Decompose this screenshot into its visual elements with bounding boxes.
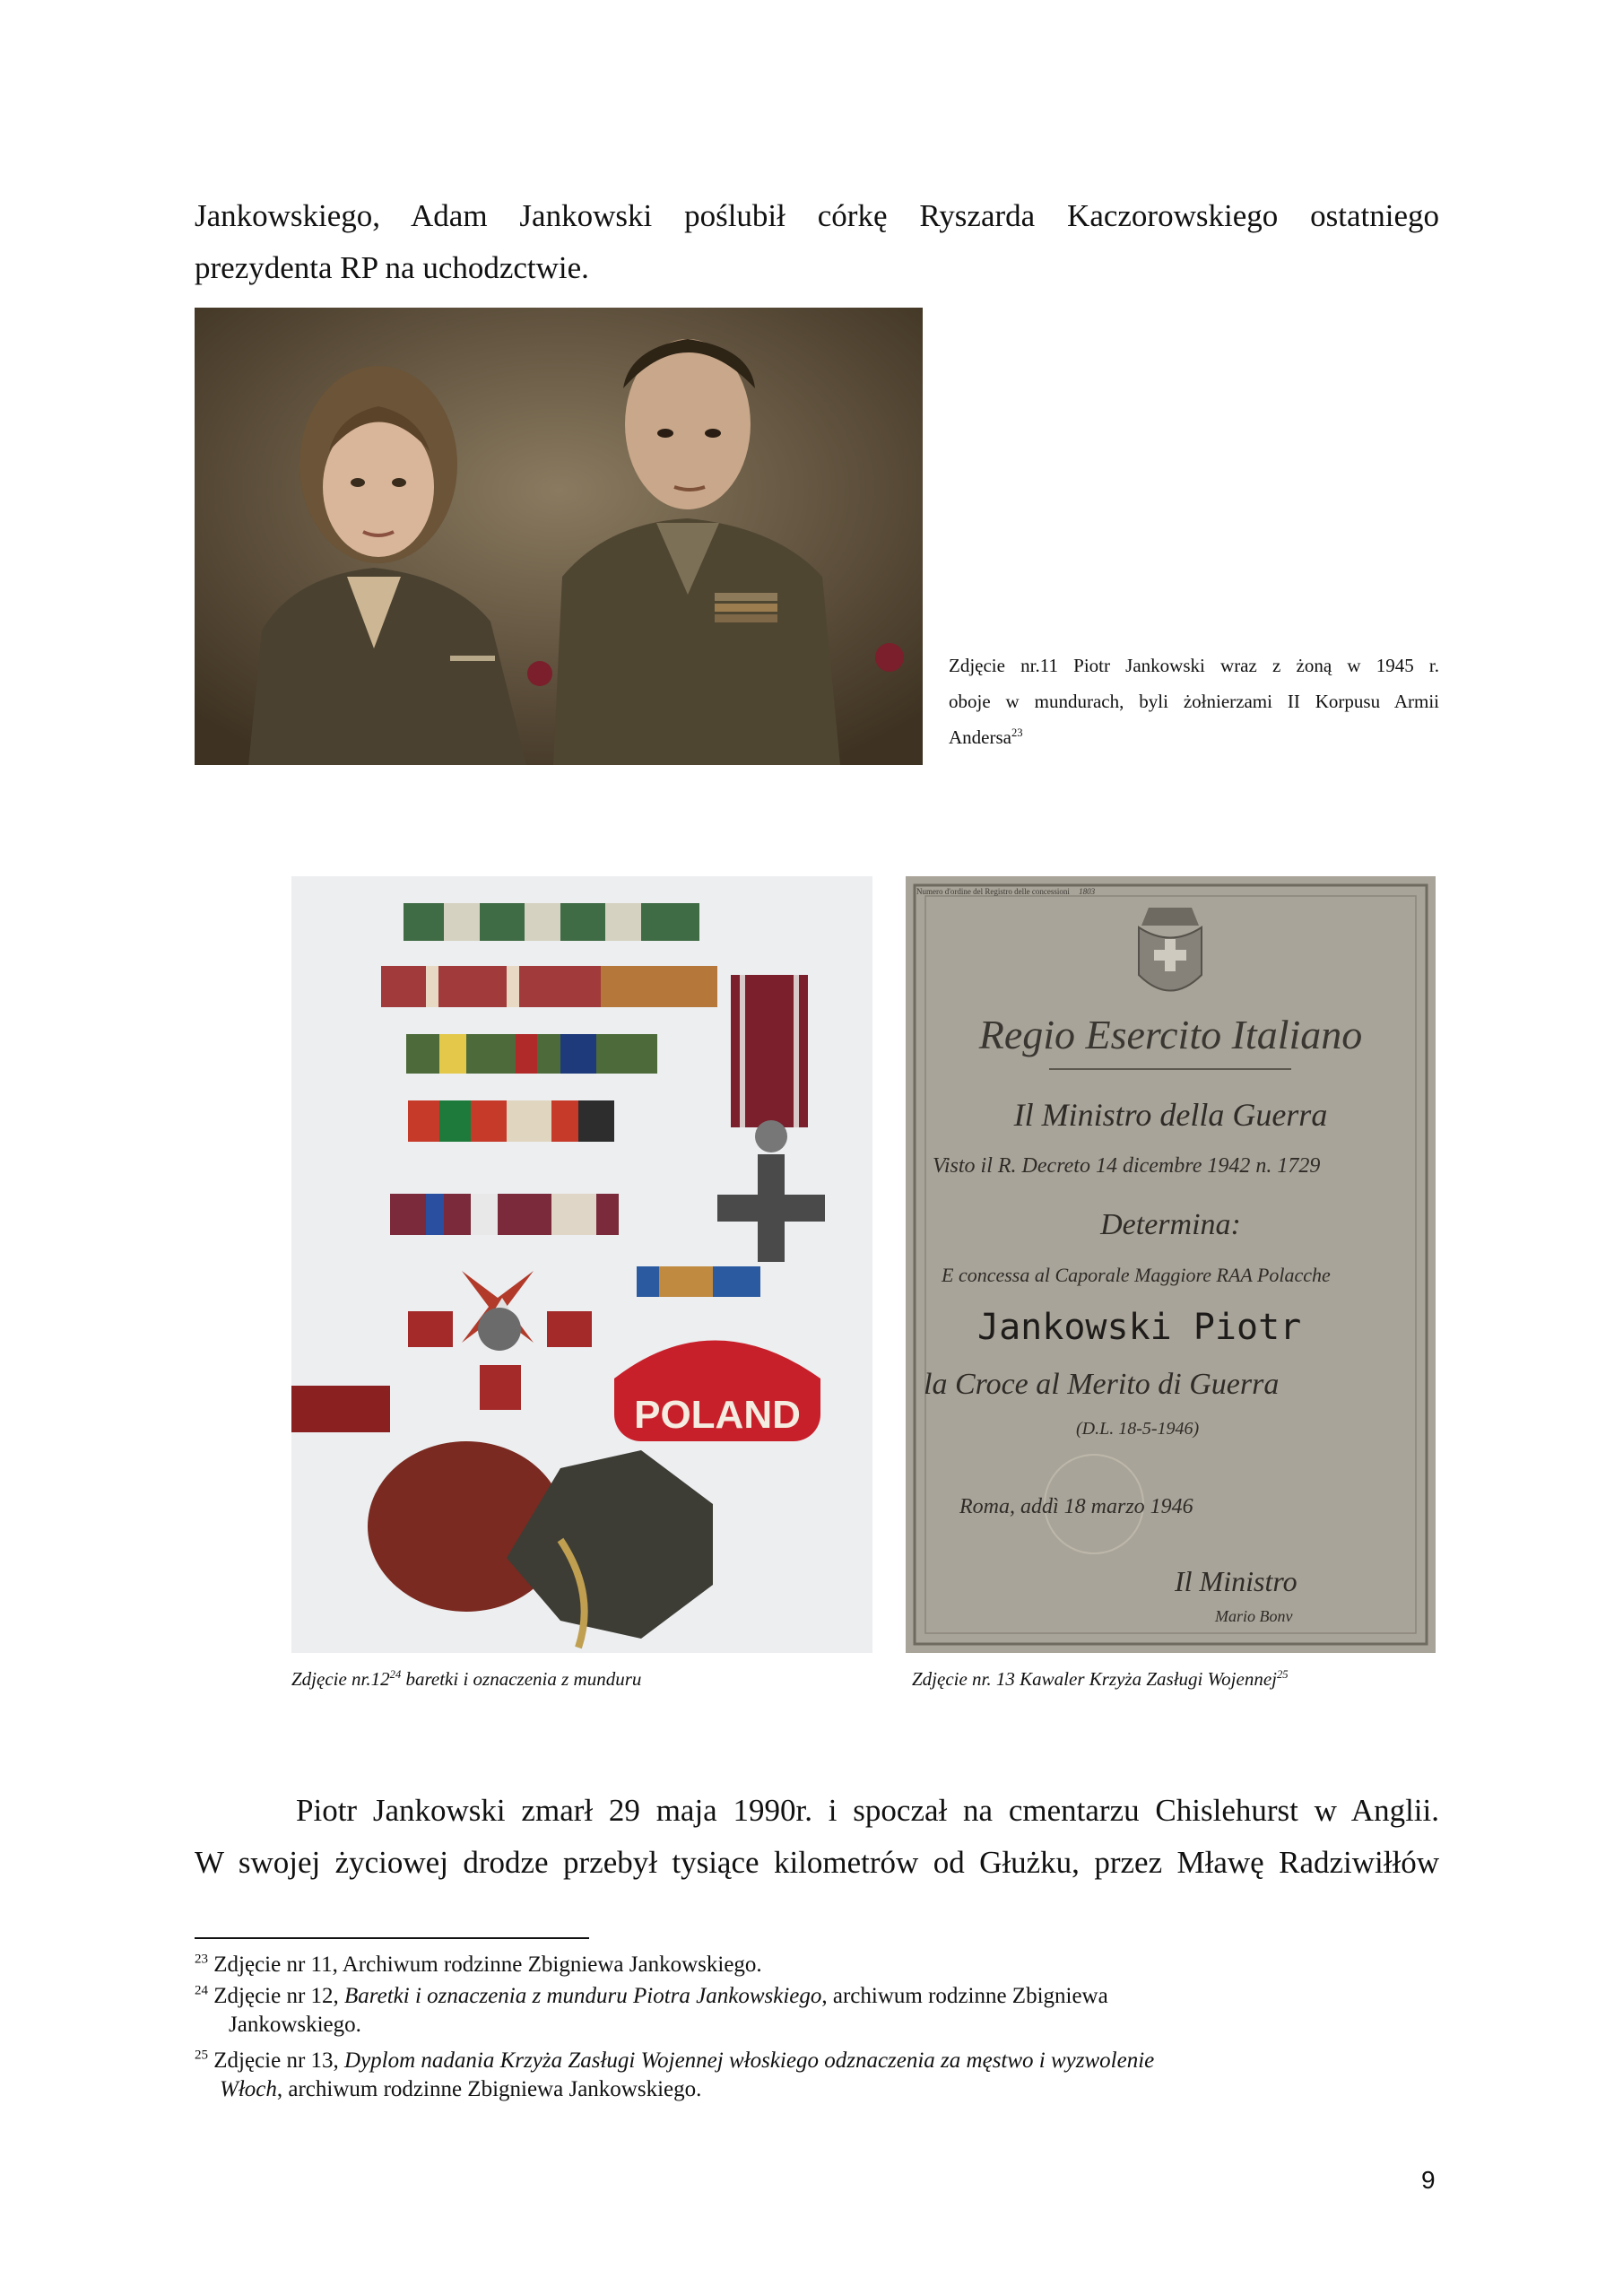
footnote-ref-24: 24 [389, 1668, 402, 1681]
footnote-24-number: 24 [195, 1983, 208, 1998]
footnote-24-italic: Baretki i oznaczenia z munduru Piotra Jankowskiego [344, 1984, 822, 2008]
footnote-ref-25: 25 [1277, 1668, 1289, 1681]
certificate-header-small [916, 887, 1095, 896]
footnote-23-text: Zdjęcie nr 11, Archiwum rodzinne Zbigniewa Jankowskiego. [213, 1952, 762, 1977]
certificate-recipient-name: Jankowski Piotr [977, 1307, 1302, 1348]
footnote-24 [195, 1982, 1441, 2010]
footnote-ref-23: 23 [1011, 726, 1023, 739]
footnote-24-pre: Zdjęcie nr 12, [213, 1984, 345, 2008]
footnote-24-post: , archiwum rodzinne Zbigniewa [821, 1984, 1108, 2008]
ribbon-bar-1 [404, 903, 699, 941]
footnote-23-number: 23 [195, 1952, 208, 1967]
photo-medals-and-insignia [291, 876, 872, 1653]
body-paragraph-2-line-1: Piotr Jankowski zmarł 29 maja 1990r. i spoczał na cmentarzu Chislehurst w Anglii. [296, 1793, 1439, 1828]
photo13-caption [912, 1668, 1289, 1691]
certificate-signature: Mario Bonv [1215, 1607, 1293, 1625]
footnote-25-italic: Dyplom nadania Krzyża Zasługi Wojennej włoskiego odznaczenia za męstwo i wyzwolenie [344, 2048, 1155, 2073]
footnote-25-line2-post: , archiwum rodzinne Zbigniewa Jankowskiego. [276, 2077, 702, 2101]
certificate-concessa: E concessa al Caporale Maggiore RAA Polacche [942, 1264, 1331, 1286]
ribbon-bar-3 [406, 1034, 657, 1074]
poland-patch-text: POLAND [634, 1393, 801, 1437]
footnote-23 [195, 1951, 1441, 1979]
ribbon-bar-2 [381, 966, 717, 1007]
ribbon-bar-5 [390, 1194, 619, 1235]
certificate-decree-ref: (D.L. 18-5-1946) [1076, 1419, 1200, 1439]
photo-italian-war-merit-certificate [906, 876, 1436, 1653]
photo12-caption [291, 1668, 641, 1691]
body-paragraph-1-line-1: Jankowskiego, Adam Jankowski poślubił córkę Ryszarda Kaczorowskiego ostatniego [195, 198, 1439, 233]
page-number: 9 [1421, 2166, 1436, 2194]
footnote-separator [195, 1937, 589, 1939]
ribbon-bar-4 [408, 1100, 614, 1142]
footnote-24-line-2: Jankowskiego. [229, 2013, 361, 2037]
photo11-caption-line-3 [949, 719, 1023, 755]
body-paragraph-1-line-2: prezydenta RP na uchodzctwie. [195, 250, 589, 285]
certificate-header-number: 1803 [1079, 887, 1096, 896]
certificate-ministro: Il Ministro della Guerra [1013, 1097, 1328, 1133]
certificate-header-label: Numero d'ordine del Registro delle concessioni [916, 887, 1070, 896]
footnote-25-line-2 [220, 2075, 701, 2103]
photo11-caption-line-1: Zdjęcie nr.11 Piotr Jankowski wraz z żoną w 1945 r. [949, 655, 1439, 676]
certificate-visto: Visto il R. Decreto 14 dicembre 1942 n. 1729 [933, 1154, 1321, 1178]
photo-couple-in-uniforms [195, 308, 923, 765]
photo13-caption-main: Zdjęcie nr. 13 Kawaler Krzyża Zasługi Wojennej [912, 1668, 1277, 1690]
certificate-croce: la Croce al Merito di Guerra [924, 1368, 1280, 1401]
certificate-determina: Determina: [1100, 1208, 1241, 1241]
small-red-bar [291, 1386, 390, 1432]
photo12-caption-rest: baretki i oznaczenia z munduru [401, 1668, 642, 1690]
footnote-25-number: 25 [195, 2048, 208, 2063]
footnote-25-pre: Zdjęcie nr 13, [213, 2048, 345, 2073]
certificate-roma-date: Roma, addì 18 marzo 1946 [959, 1495, 1193, 1518]
certificate-title: Regio Esercito Italiano [978, 1012, 1363, 1057]
body-paragraph-2-line-2: W swojej życiowej drodze przebył tysiące kilometrów od Głużku, przez Mławę Radziwiłłów [195, 1845, 1439, 1880]
photo11-caption-line-2: oboje w mundurach, byli żołnierzami II Korpusu Armii [949, 691, 1439, 712]
photo12-caption-main: Zdjęcie nr.12 [291, 1668, 390, 1690]
footnote-25-line2-italic: Włoch [220, 2077, 277, 2101]
footnote-25 [195, 2047, 1441, 2074]
royal-crest-icon [1139, 908, 1202, 991]
certificate-il-ministro: Il Ministro [1175, 1565, 1298, 1597]
ribbon-bar-small [637, 1266, 760, 1297]
photo11-caption-andersa: Andersa [949, 726, 1011, 748]
